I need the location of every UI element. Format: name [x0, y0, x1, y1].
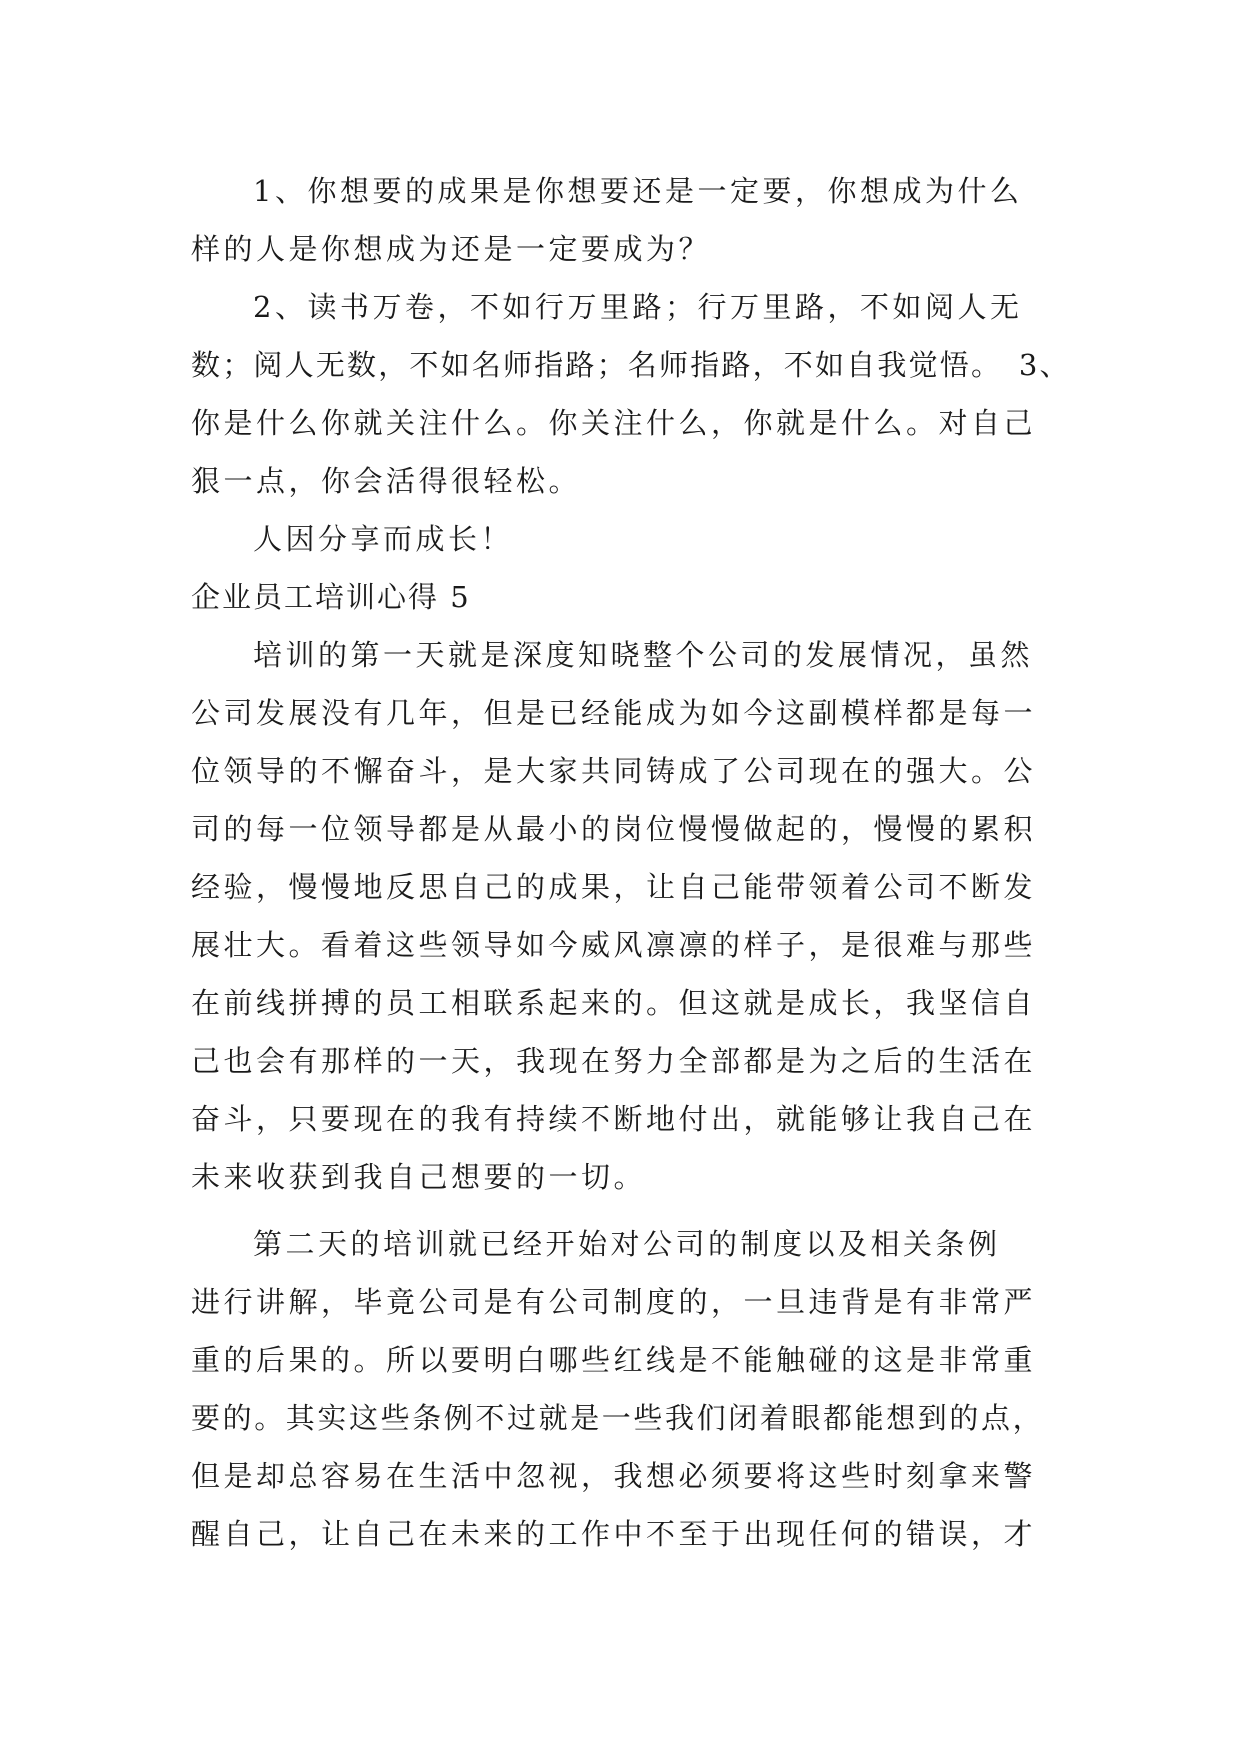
text-line: 奋斗，只要现在的我有持续不断地付出，就能够让我自己在 [191, 1102, 1037, 1136]
text-line: 人因分享而成长！ [253, 522, 514, 556]
text-line: 位领导的不懈奋斗，是大家共同铸成了公司现在的强大。公 [191, 754, 1037, 788]
text-line: 在前线拼搏的员工相联系起来的。但这就是成长，我坚信自 [191, 986, 1037, 1020]
text-line: 数；阅人无数，不如名师指路；名师指路，不如自我觉悟。 3、 [191, 348, 1071, 382]
text-line: 你是什么你就关注什么。你关注什么，你就是什么。对自己 [191, 406, 1037, 440]
text-line: 但是却总容易在生活中忽视，我想必须要将这些时刻拿来警 [191, 1459, 1037, 1493]
text-line: 司的每一位领导都是从最小的岗位慢慢做起的，慢慢的累积 [191, 812, 1037, 846]
text-line: 样的人是你想成为还是一定要成为？ [191, 232, 712, 266]
text-line: 展壮大。看着这些领导如今威风凛凛的样子，是很难与那些 [191, 928, 1037, 962]
text-line: 醒自己，让自己在未来的工作中不至于出现任何的错误，才 [191, 1517, 1037, 1551]
text-line: 经验，慢慢地反思自己的成果，让自己能带领着公司不断发 [191, 870, 1037, 904]
text-line: 2、读书万卷，不如行万里路；行万里路，不如阅人无 [253, 290, 1023, 324]
text-line: 己也会有那样的一天，我现在努力全部都是为之后的生活在 [191, 1044, 1037, 1078]
text-line: 要的。其实这些条例不过就是一些我们闭着眼都能想到的点， [191, 1401, 1045, 1435]
text-line: 公司发展没有几年，但是已经能成为如今这副模样都是每一 [191, 696, 1037, 730]
text-line: 进行讲解，毕竟公司是有公司制度的，一旦违背是有非常严 [191, 1285, 1037, 1319]
document-body [191, 162, 1071, 1563]
text-line: 狠一点，你会活得很轻松。 [191, 464, 582, 498]
text-line: 重的后果的。所以要明白哪些红线是不能触碰的这是非常重 [191, 1343, 1037, 1377]
text-line: 未来收获到我自己想要的一切。 [191, 1160, 647, 1194]
text-line: 培训的第一天就是深度知晓整个公司的发展情况，虽然 [253, 638, 1034, 672]
text-line: 1、你想要的成果是你想要还是一定要，你想成为什么 [253, 174, 1023, 208]
section-heading: 企业员工培训心得 5 [191, 580, 471, 614]
text-line: 第二天的培训就已经开始对公司的制度以及相关条例 [253, 1227, 1001, 1261]
paragraph-gap [191, 1206, 1051, 1215]
